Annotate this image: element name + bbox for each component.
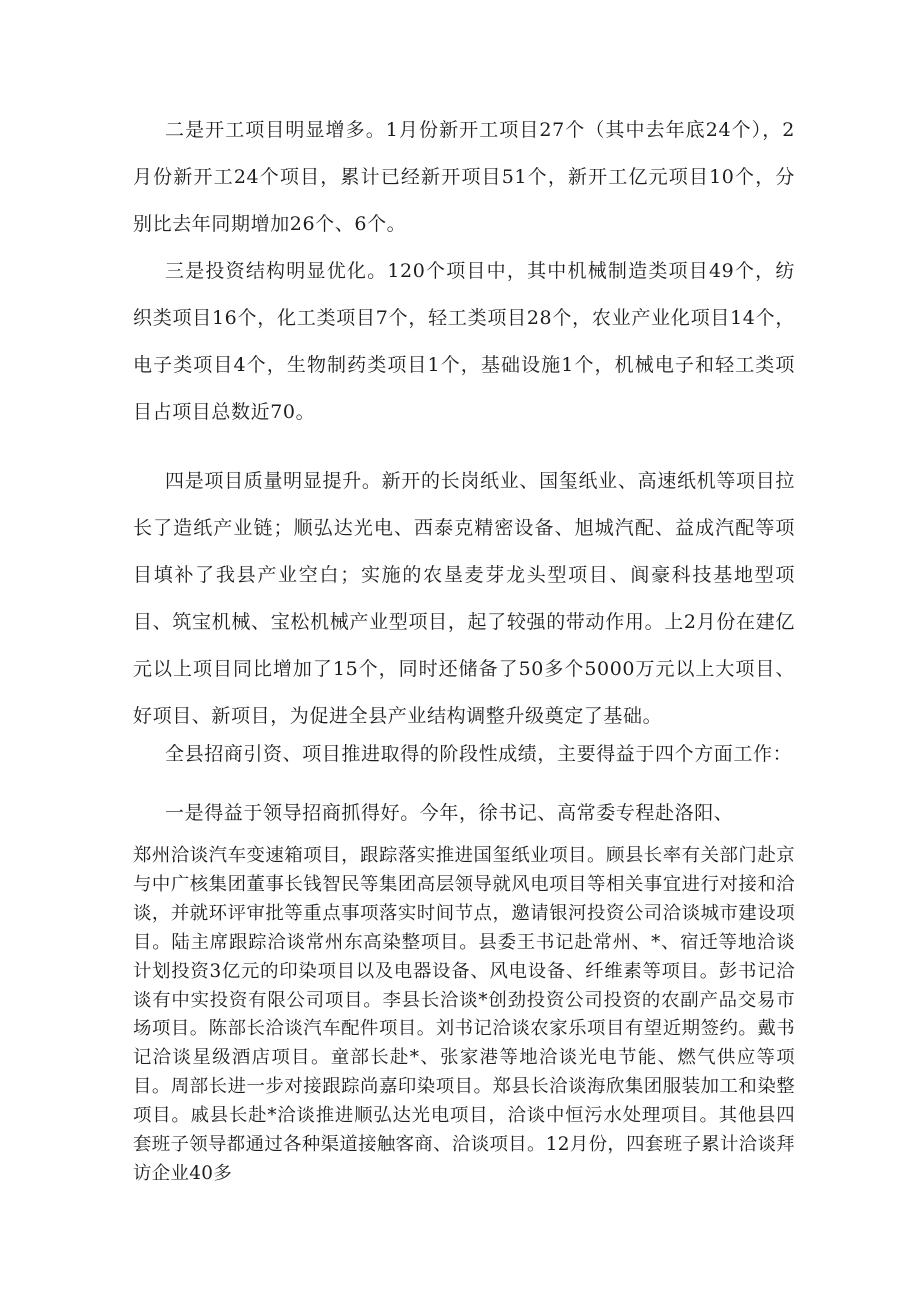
paragraph-summary-intro: 全县招商引资、项目推进取得的阶段性成绩，主要得益于四个方面工作： — [165, 743, 793, 765]
paragraph-leadership-intro: 一是得益于领导招商抓得好。今年，徐书记、高常委专程赴洛阳、 — [165, 802, 734, 824]
paragraph-leadership-details: 郑州洽谈汽车变速箱项目，跟踪落实推进国玺纸业项目。顾县长率有关部门赴京与中广核集团董事长钱智民等集团高层领导就风电项目等相关事宜进行对接和洽谈，并就环评审批等重点事项落实时间节点，邀请银河投资公司洽谈城市建设项目。陆主席跟踪洽谈常州东高染整项目。县委王书记赴常州、*、宿迁等地洽谈计划投资3亿元的印染项目以及电器设备、风电设备、纤维素等项目。彭书记洽谈有中实投资有限公司项目。李县长洽谈*创劲投资公司投资的农副产品交易市场项目。陈部长洽谈汽车配件项目。刘书记洽谈农家乐项目有望近期签约。戴书记洽谈星级酒店项目。童部长赴*、张家港等地洽谈光电节能、燃气供应等项目。周部长进一步对接跟踪尚嘉印染项目。郑县长洽谈海欣集团服装加工和染整项目。戚县长赴*洽谈推进顺弘达光电项目，洽谈中恒污水处理项目。其他县四套班子领导都通过各种渠道接触客商、洽谈项目。12月份，四套班子累计洽谈拜访企业40多 — [133, 845, 795, 1184]
paragraph-investment-structure: 三是投资结构明显优化。120个项目中，其中机械制造类项目49个，纺织类项目16个，化工类项目7个，轻工类项目28个，农业产业化项目14个，电子类项目4个，生物制药类项目1个，基础设施1个，机械电子和轻工类项目占项目总数近70。 — [133, 260, 795, 423]
paragraph-project-quality: 四是项目质量明显提升。新开的长岗纸业、国玺纸业、高速纸机等项目拉长了造纸产业链；顺弘达光电、西泰克精密设备、旭城汽配、益成汽配等项目填补了我县产业空白；实施的农垦麦芽龙头型项目、阆豪科技基地型项目、筑宝机械、宝松机械产业型项目，起了较强的带动作用。上2月份在建亿元以上项目同比增加了15个，同时还储备了50多个5000万元以上大项目、好项目、新项目，为促进全县产业结构调整升级奠定了基础。 — [133, 470, 795, 727]
paragraph-new-projects: 二是开工项目明显增多。1月份新开工项目27个（其中去年底24个），2月份新开工24个项目，累计已经新开项目51个，新开工亿元项目10个，分别比去年同期增加26个、6个。 — [133, 119, 795, 235]
